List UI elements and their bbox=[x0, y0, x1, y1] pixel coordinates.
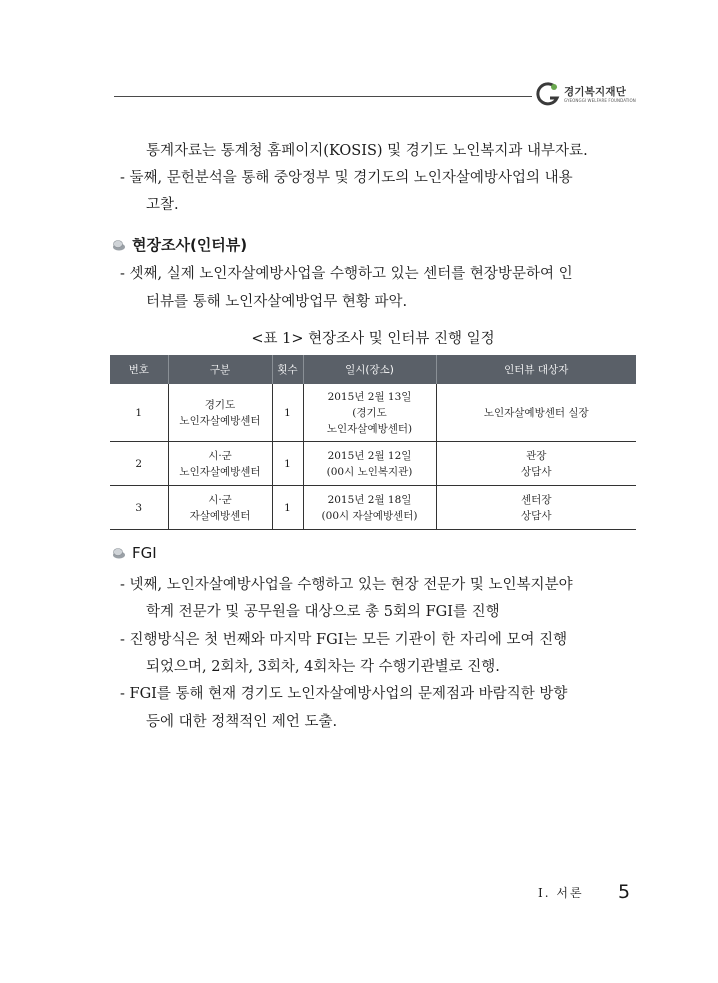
item-5-line-1: - 진행방식은 첫 번째와 마지막 FGI는 모든 기관이 한 자리에 모여 진행 bbox=[120, 632, 568, 648]
bullet-icon bbox=[112, 546, 126, 560]
cell-target: 노인자살예방센터 실장 bbox=[436, 384, 636, 442]
logo-subtitle: GYEONGGI WELFARE FOUNDATION bbox=[564, 98, 636, 103]
item-4-line-2: 학계 전문가 및 공무원을 대상으로 총 5회의 FGI를 진행 bbox=[146, 604, 500, 620]
cell-date: 2015년 2월 18일 (00시 자살예방센터) bbox=[303, 486, 436, 530]
item-3-line-2: 터뷰를 통해 노인자살예방업무 현황 파악. bbox=[146, 294, 408, 310]
item-3-line-1: - 셋째, 실제 노인자살예방사업을 수행하고 있는 센터를 현장방문하여 인 bbox=[120, 266, 573, 282]
schedule-table bbox=[110, 355, 636, 530]
cell-target: 관장 상담사 bbox=[436, 442, 636, 486]
page-number: 5 bbox=[618, 881, 631, 903]
cell-type: 경기도 노인자살예방센터 bbox=[168, 384, 272, 442]
cell-type: 시·군 자살예방센터 bbox=[168, 486, 272, 530]
header-rule bbox=[114, 96, 532, 97]
section-heading-fgi bbox=[112, 544, 157, 562]
section-title: FGI bbox=[132, 544, 157, 562]
section-title: 현장조사(인터뷰) bbox=[132, 236, 248, 254]
cell-type: 시·군 노인자살예방센터 bbox=[168, 442, 272, 486]
cell-no: 2 bbox=[110, 442, 168, 486]
col-header-target: 인터뷰 대상자 bbox=[436, 355, 636, 384]
col-header-type: 구분 bbox=[168, 355, 272, 384]
cell-count: 1 bbox=[272, 384, 303, 442]
cell-date: 2015년 2월 12일 (00시 노인복지관) bbox=[303, 442, 436, 486]
table-caption: <표 1> 현장조사 및 인터뷰 진행 일정 bbox=[251, 331, 495, 347]
cell-target: 센터장 상담사 bbox=[436, 486, 636, 530]
col-header-no: 번호 bbox=[110, 355, 168, 384]
cell-count: 1 bbox=[272, 486, 303, 530]
cell-date: 2015년 2월 13일 (경기도 노인자살예방센터) bbox=[303, 384, 436, 442]
item-2-line-1: - 둘째, 문헌분석을 통해 중앙정부 및 경기도의 노인자살예방사업의 내용 bbox=[120, 170, 573, 186]
section-heading-field-survey bbox=[112, 234, 247, 255]
col-header-count: 횟수 bbox=[272, 355, 303, 384]
item-6-line-2: 등에 대한 정책적인 제언 도출. bbox=[146, 714, 338, 730]
logo-title: 경기복지재단 bbox=[564, 86, 627, 98]
table-row bbox=[110, 442, 636, 486]
cell-no: 3 bbox=[110, 486, 168, 530]
table-row bbox=[110, 384, 636, 442]
table-header-row bbox=[110, 355, 636, 384]
bullet-icon bbox=[112, 238, 126, 252]
cell-count: 1 bbox=[272, 442, 303, 486]
item-6-line-1: - FGI를 통해 현재 경기도 노인자살예방사업의 문제점과 바람직한 방향 bbox=[120, 686, 568, 702]
item-2-line-2: 고찰. bbox=[146, 197, 179, 213]
body-line-1: 통계자료는 통계청 홈페이지(KOSIS) 및 경기도 노인복지과 내부자료. bbox=[146, 143, 588, 159]
col-header-date: 일시(장소) bbox=[303, 355, 436, 384]
item-4-line-1: - 넷째, 노인자살예방사업을 수행하고 있는 현장 전문가 및 노인복지분야 bbox=[120, 577, 573, 593]
logo-mark-icon bbox=[536, 82, 560, 106]
table-row bbox=[110, 486, 636, 530]
cell-no: 1 bbox=[110, 384, 168, 442]
chapter-label: Ⅰ. 서론 bbox=[538, 886, 584, 900]
foundation-logo bbox=[536, 80, 646, 110]
item-5-line-2: 되었으며, 2회차, 3회차, 4회차는 각 수행기관별로 진행. bbox=[146, 659, 500, 675]
